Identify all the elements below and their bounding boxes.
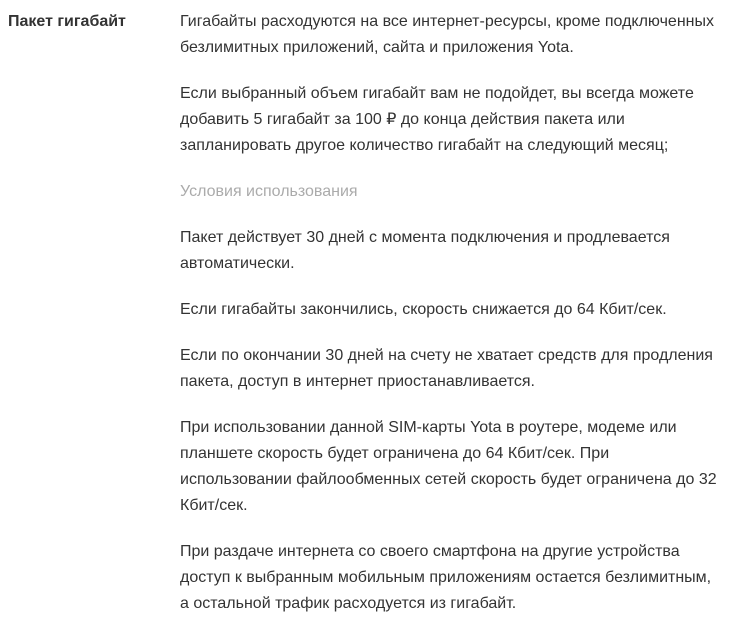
subheading-usage-terms: Условия использования bbox=[180, 183, 358, 200]
paragraph-gigabytes-usage: Гигабайты расходуются на все интернет-ресурсы, кроме подключенных безлимитных приложений, сайта и приложения Yota. bbox=[180, 13, 714, 56]
section-content-column bbox=[180, 9, 724, 617]
paragraph-speed-after-limit: Если гигабайты закончились, скорость снижается до 64 Кбит/сек. bbox=[180, 301, 667, 318]
section-title: Пакет гигабайт bbox=[8, 13, 126, 30]
paragraph-sim-in-router: При использовании данной SIM-карты Yota в роутере, модеме или планшете скорость будет ограничена до 64 Кбит/сек. При использовании файлообменных сетей скорость будет ограничена до 32 Кбит/сек. bbox=[180, 419, 717, 514]
paragraph-add-gigabytes: Если выбранный объем гигабайт вам не подойдет, вы всегда можете добавить 5 гигабайт за 100 ₽ до конца действия пакета или запланировать другое количество гигабайт на следующий месяц; bbox=[180, 85, 694, 154]
paragraph-package-duration: Пакет действует 30 дней с момента подключения и продлевается автоматически. bbox=[180, 229, 670, 272]
section-label-column bbox=[8, 9, 180, 35]
paragraph-tethering: При раздаче интернета со своего смартфона на другие устройства доступ к выбранным мобильным приложениям остается безлимитным, а остальной трафик расходуется из гигабайт. bbox=[180, 543, 712, 612]
paragraph-insufficient-funds: Если по окончании 30 дней на счету не хватает средств для продления пакета, доступ в интернет приостанавливается. bbox=[180, 347, 713, 390]
